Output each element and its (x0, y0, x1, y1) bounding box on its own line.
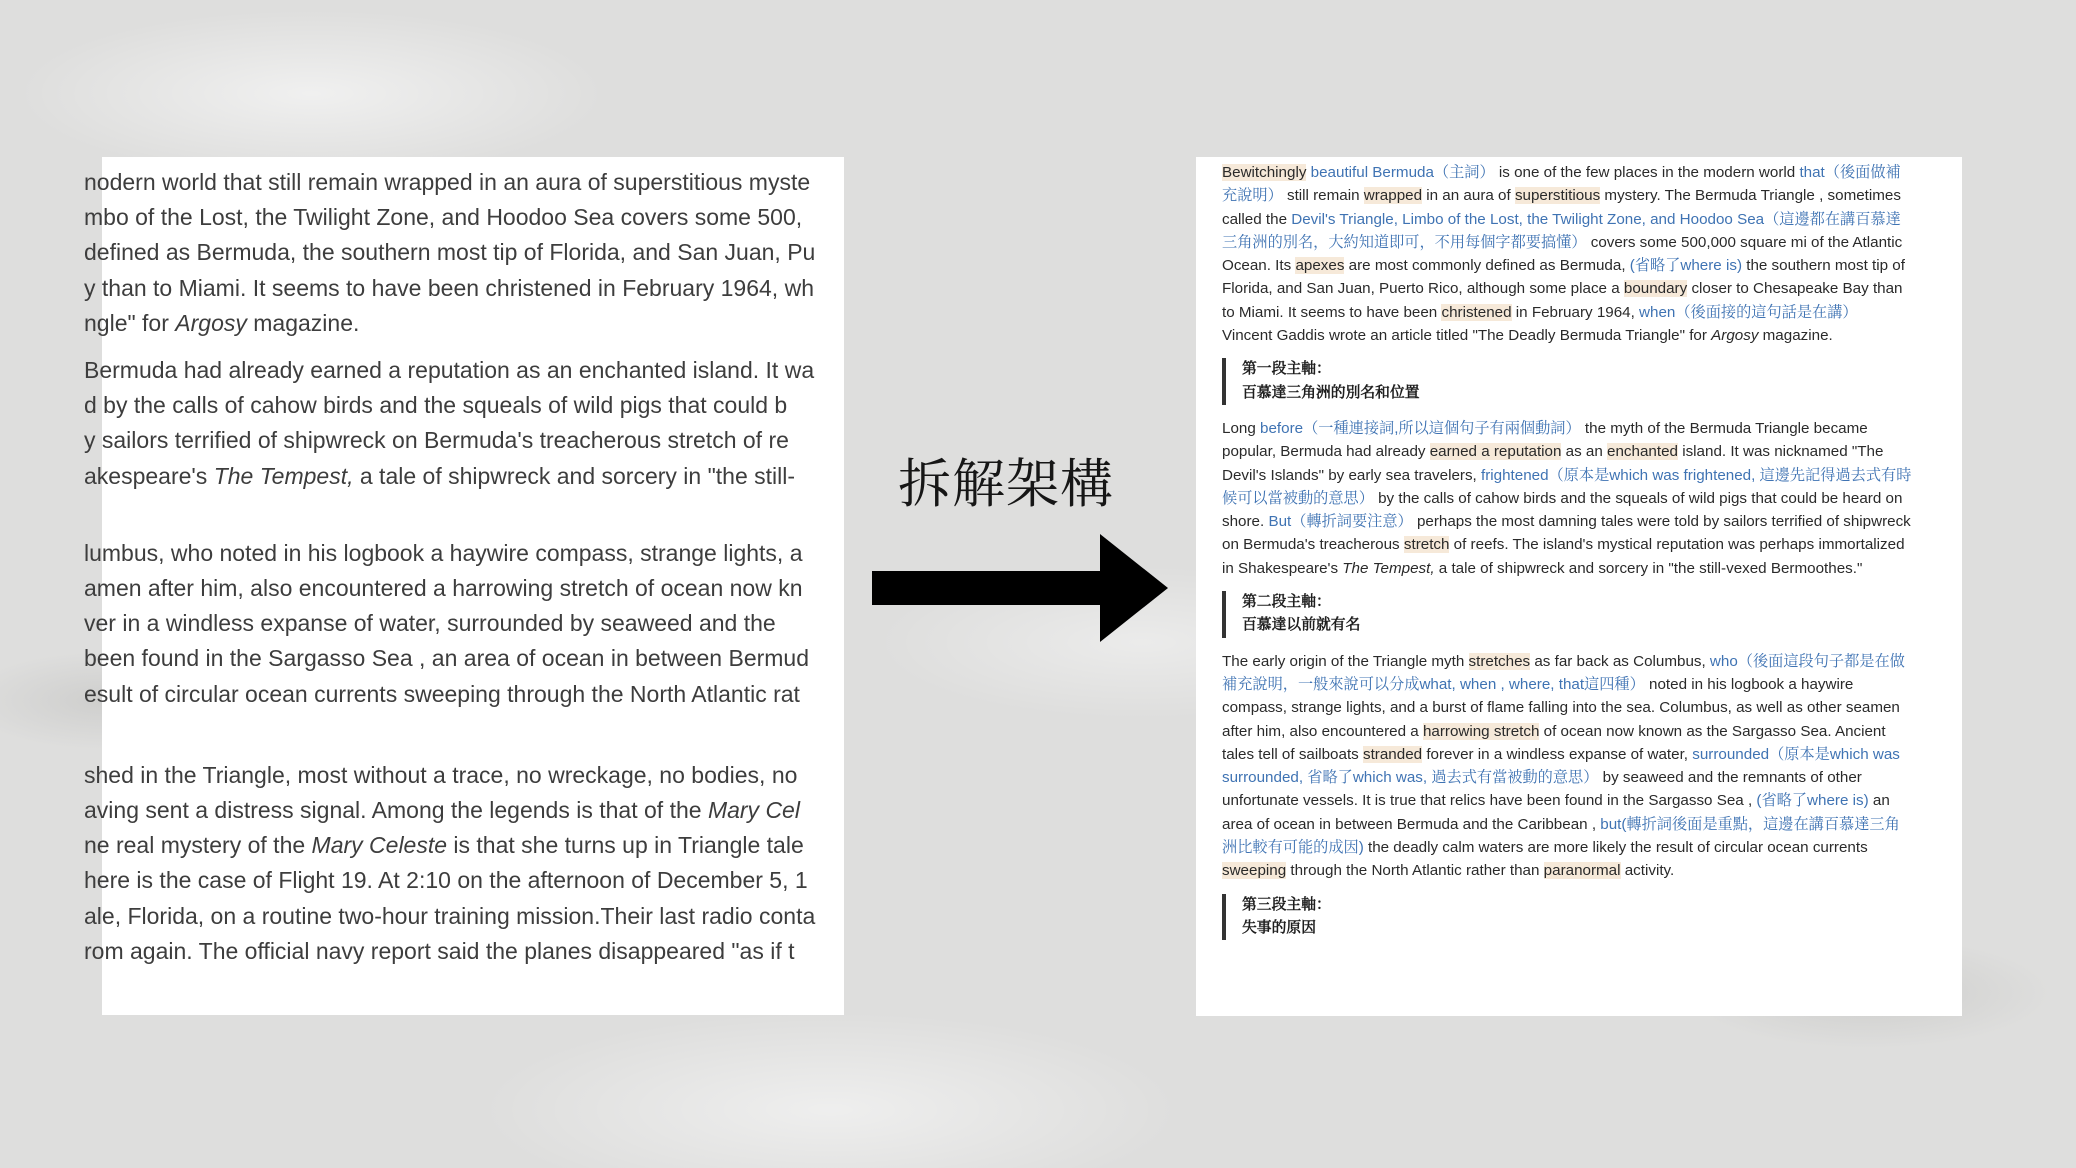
plain-text: Long (1222, 419, 1261, 437)
excerpt-line: akespeare's The Tempest, a tale of shipwreck and sorcery in "the still- (84, 462, 795, 489)
italic-title: Argosy (1711, 327, 1759, 345)
excerpt-line: lumbus, who noted in his logbook a haywire compass, strange lights, a (84, 539, 803, 566)
annotation-note: Devil's Triangle, Limbo of the Lost, the Twilight Zone, and Hoodoo Sea（這邊都在講百慕達三角洲的別名，大約知道即可，不用每個字都要搞懂） (1222, 210, 1901, 251)
annotation-note: (省略了where is) (1756, 792, 1869, 810)
annotation-note: who（後面這段句子都是在做補充說明，一般來說可以分成what, when , where, that這四種） (1222, 652, 1905, 693)
highlighted-word: stretches (1468, 652, 1531, 670)
plain-text: as far back as Columbus, (1530, 652, 1710, 670)
highlighted-word: earned a reputation (1429, 443, 1562, 461)
plain-text: an area of ocean in between Bermuda and the Caribbean , (1222, 792, 1890, 833)
plain-text: noted in his logbook a haywire compass, strange lights, and a burst of flame falling into the sea. Columbus, as well as other seamen after him, also encountered a (1222, 675, 1900, 740)
excerpt-line: rom again. The official navy report said the planes disappeared "as if t (84, 937, 795, 964)
plain-text: island. It was nicknamed "The Devil's Islands" by early sea travelers, (1222, 443, 1884, 484)
excerpt-line: defined as Bermuda, the southern most tip of Florida, and San Juan, Pu (84, 239, 816, 266)
plain-text: covers some 500,000 square mi of the Atlantic Ocean. Its (1222, 233, 1903, 275)
plain-text: Vincent Gaddis wrote an article titled "The Deadly Bermuda Triangle" for (1222, 327, 1712, 345)
italic-title: The Tempest, (1342, 559, 1435, 577)
callout-title: 第一段主軸： (1242, 361, 1331, 378)
left-paragraph-1 (84, 165, 1184, 341)
callout-body: 失事的原因 (1242, 919, 1316, 936)
annotation-note: that（後面做補充說明） (1222, 164, 1901, 205)
callout-title: 第三段主軸： (1242, 896, 1331, 913)
plain-text: of reefs. The island's mystical reputation was perhaps immortalized in Shakespeare's (1222, 536, 1905, 577)
annotated-text-panel (1196, 157, 1962, 1016)
highlighted-word: harrowing stretch (1422, 722, 1540, 740)
plain-text: activity. (1620, 862, 1675, 880)
excerpt-line: mbo of the Lost, the Twilight Zone, and Hoodoo Sea covers some 500, (84, 204, 803, 231)
excerpt-line: ale, Florida, on a routine two-hour training mission.Their last radio conta (84, 902, 816, 929)
annotation-note: frightened（原本是which was frightened, 這邊先記得過去式有時候可以當被動的意思） (1222, 466, 1912, 507)
highlighted-word: paranormal (1543, 862, 1621, 880)
excerpt-line: ver in a windless expanse of water, surrounded by seaweed and the (84, 610, 776, 637)
annotation-note: (省略了where is) (1629, 257, 1742, 275)
annotation-note: beautiful Bermuda（主詞） (1310, 164, 1495, 181)
plain-text: of ocean now known as the Sargasso Sea. Ancient tales tell of sailboats (1222, 722, 1886, 763)
callout-paragraph-2-theme (1222, 591, 1912, 638)
plain-text: in February 1964, (1511, 303, 1640, 321)
excerpt-line: here is the case of Flight 19. At 2:10 on the afternoon of December 5, 1 (84, 867, 808, 894)
annotation-note: But（轉折詞要注意） (1268, 513, 1413, 531)
annotated-paragraph-1 (1222, 161, 1912, 347)
excerpt-line: ngle" for Argosy magazine. (84, 309, 360, 336)
right-arrow-icon (870, 532, 1170, 644)
highlighted-word: wrapped (1363, 187, 1423, 205)
highlighted-word: enchanted (1607, 443, 1678, 461)
plain-text: forever in a windless expanse of water, (1422, 745, 1693, 763)
plain-text: as an (1561, 443, 1608, 461)
callout-body: 百慕達三角洲的別名和位置 (1242, 384, 1420, 401)
plain-text: a tale of shipwreck and sorcery in "the still-vexed Bermoothes." (1434, 559, 1863, 577)
plain-text: is one of the few places in the modern world (1494, 164, 1800, 181)
excerpt-line: nodern world that still remain wrapped in an aura of superstitious myste (84, 169, 811, 195)
left-paragraph-4 (84, 758, 1184, 969)
plain-text: closer to Chesapeake Bay than to Miami. It seems to have been (1222, 280, 1903, 321)
plain-text: mystery. The Bermuda Triangle , sometimes called the (1222, 187, 1901, 228)
plain-text: the southern most tip of Florida, and San Juan, Puerto Rico, although some place a (1222, 257, 1905, 298)
excerpt-line: y sailors terrified of shipwreck on Bermuda's treacherous stretch of re (84, 427, 789, 454)
plain-text: perhaps the most damning tales were told by sailors terrified of shipwreck on Bermuda's treacherous (1222, 513, 1911, 554)
annotation-note: surrounded（原本是which was surrounded, 省略了which was, 過去式有當被動的意思） (1222, 745, 1900, 787)
plain-text: by the calls of cahow birds and the squeals of wild pigs that could be heard on shore. (1222, 489, 1903, 531)
annotation-note: when（後面接的這句話是在講） (1639, 303, 1858, 321)
highlighted-word: apexes (1295, 257, 1345, 275)
excerpt-line: y than to Miami. It seems to have been christened in February 1964, wh (84, 274, 814, 301)
plain-text: magazine. (1758, 327, 1833, 345)
highlighted-word: sweeping (1222, 862, 1287, 880)
excerpt-line: shed in the Triangle, most without a trace, no wreckage, no bodies, no (84, 761, 798, 788)
plain-text: in an aura of (1422, 187, 1515, 205)
excerpt-line: amen after him, also encountered a harrowing stretch of ocean now kn (84, 575, 803, 602)
plain-text: the deadly calm waters are more likely the result of circular ocean currents (1363, 839, 1868, 857)
plain-text: are most commonly defined as Bermuda, (1344, 257, 1630, 275)
breakdown-label: 拆解架構 (898, 454, 1114, 515)
plain-text: the myth of the Bermuda Triangle became popular, Bermuda had already (1222, 419, 1868, 461)
highlighted-word: boundary (1623, 280, 1688, 298)
plain-text: by seaweed and the remnants of other unfortunate vessels. It is true that relics have been found in the Sargasso Sea , (1222, 769, 1862, 810)
excerpt-line: ne real mystery of the Mary Celeste is that she turns up in Triangle tale (84, 832, 804, 859)
excerpt-line: been found in the Sargasso Sea , an area of ocean in between Bermud (84, 645, 810, 672)
highlighted-word: Bewitchingly (1222, 164, 1307, 181)
callout-paragraph-3-theme (1222, 894, 1912, 941)
excerpt-line: aving sent a distress signal. Among the legends is that of the Mary Cel (84, 797, 800, 824)
highlighted-word: stranded (1362, 745, 1423, 763)
highlighted-word: superstitious (1514, 187, 1601, 205)
annotation-note: but(轉折詞後面是重點，這邊在講百慕達三角洲比較有可能的成因) (1222, 815, 1900, 857)
plain-text: The early origin of the Triangle myth (1222, 652, 1469, 670)
highlighted-word: christened (1441, 303, 1512, 321)
plain-text: through the North Atlantic rather than (1286, 862, 1544, 880)
plain-text: still remain (1282, 187, 1364, 205)
excerpt-line: esult of circular ocean currents sweeping through the North Atlantic rat (84, 680, 800, 707)
annotated-paragraph-3 (1222, 650, 1912, 883)
source-text-excerpt (84, 157, 844, 1015)
annotation-note: before（一種連接詞,所以這個句子有兩個動詞） (1260, 419, 1581, 437)
highlighted-word: stretch (1403, 536, 1450, 554)
excerpt-line: d by the calls of cahow birds and the squeals of wild pigs that could b (84, 392, 788, 419)
annotated-paragraph-2 (1222, 417, 1912, 580)
callout-title: 第二段主軸： (1242, 594, 1331, 611)
callout-paragraph-1-theme (1222, 358, 1912, 405)
excerpt-line: Bermuda had already earned a reputation as an enchanted island. It wa (84, 357, 815, 384)
callout-body: 百慕達以前就有名 (1242, 617, 1361, 634)
